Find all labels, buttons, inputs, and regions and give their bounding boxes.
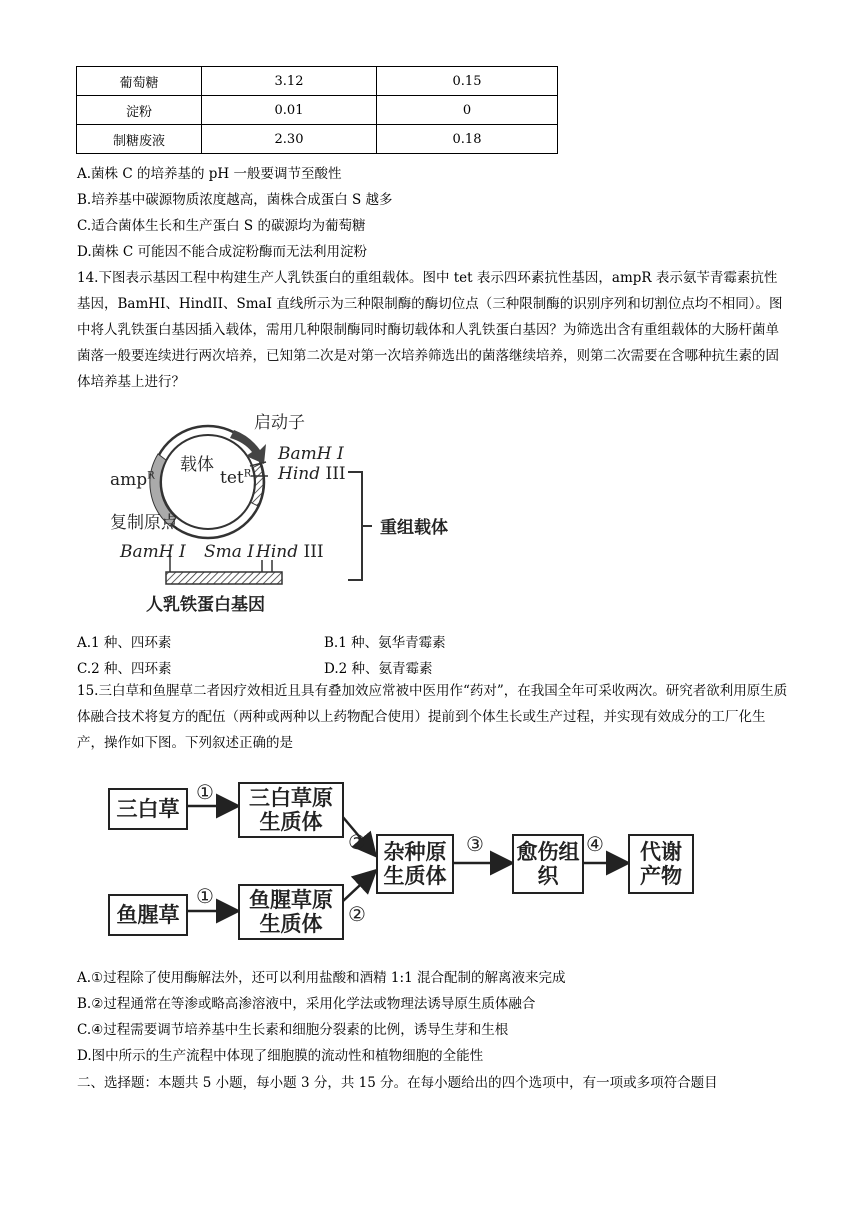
q13-option-b: B.培养基中碳源物质浓度越高，菌株合成蛋白 S 越多 (77, 192, 393, 208)
recombinant-label: 重组载体 (380, 518, 448, 538)
carbon-source-table (76, 66, 558, 154)
amp-text: amp (110, 470, 148, 490)
table-cell: 淀粉 (77, 96, 202, 125)
q15-option-c: C.④过程需要调节培养基中生长素和细胞分裂素的比例，诱导生芽和生根 (77, 1022, 509, 1038)
recombinant-bracket (348, 472, 362, 580)
sanbaicao-protoplast-box: 三白草原生质体 (238, 782, 344, 838)
table-cell: 葡萄糖 (77, 67, 202, 96)
gene-label: 人乳铁蛋白基因 (146, 595, 265, 615)
vector-label: 载体 (180, 455, 214, 475)
step2-top-label: ② (348, 830, 366, 854)
q15-option-b: B.②过程通常在等渗或略高渗溶液中，采用化学法或物理法诱导原生质体融合 (77, 996, 536, 1012)
sma-gene-label (204, 542, 254, 562)
table-row (77, 67, 558, 96)
bamh-top-label: BamH I (278, 444, 344, 464)
table-cell: 0.18 (377, 125, 558, 154)
table-cell: 0 (377, 96, 558, 125)
step4-label: ④ (586, 832, 604, 856)
table-cell: 2.30 (202, 125, 377, 154)
yuxingcao-box: 鱼腥草 (108, 894, 188, 936)
amp-label (110, 470, 155, 490)
table-cell: 0.15 (377, 67, 558, 96)
amp-sup: R (147, 470, 155, 482)
q15-option-d: D.图中所示的生产流程中体现了细胞膜的流动性和植物细胞的全能性 (77, 1048, 484, 1064)
hind-top-roman: III (325, 464, 346, 484)
table-cell: 制糖废液 (77, 125, 202, 154)
hind-top-italic: Hind (278, 464, 321, 484)
gene-bar (166, 572, 282, 584)
bamh-gene-label: BamH I (120, 542, 186, 562)
step3-label: ③ (466, 832, 484, 856)
table-row (77, 125, 558, 154)
q13-option-c: C.适合菌体生长和生产蛋白 S 的碳源均为葡萄糖 (77, 218, 366, 234)
plasmid-diagram (100, 414, 400, 624)
ori-label: 复制原点 (110, 513, 178, 533)
hind-top-label (278, 464, 346, 484)
tet-label (220, 468, 251, 488)
arrow-step2-bottom (342, 872, 374, 902)
q14-stem: 14.下图表示基因工程中构建生产人乳铁蛋白的重组载体。图中 tet 表示四环素抗性基因，ampR 表示氨苄青霉素抗性基因，BamHI、HindII、SmaI 直线所示为三种限制酶的酶切位点（三种限制酶的识别序列和切割位点均不相同）。图中将人乳铁蛋白基因插入载体，需用几种限制酶同时酶切载体和人乳铁蛋白基因？为筛选出含有重组载体的大肠杆菌单菌落一般要连续进行两次培养，已知第二次是对第一次培养筛选出的菌落继续培养，则第二次需要在含哪种抗生素的固体培养基上进行？ (77, 270, 783, 390)
step1-bottom-label: ① (196, 884, 214, 908)
tet-text: tet (220, 468, 244, 488)
section2-heading: 二、选择题：本题共 5 小题，每小题 3 分，共 15 分。在每小题给出的四个选项中，有一项或多项符合题目 (77, 1075, 718, 1091)
table-cell: 3.12 (202, 67, 377, 96)
table-row (77, 96, 558, 125)
callus-box: 愈伤组织 (512, 834, 584, 894)
yuxingcao-protoplast-box: 鱼腥草原生质体 (238, 884, 344, 940)
step2-bottom-label: ② (348, 902, 366, 926)
hind-gene-label (256, 542, 324, 562)
q14-option-c: C.2 种、四环素 (77, 661, 172, 677)
sma-gene-italic: Sma I (204, 542, 255, 562)
q15-stem: 15.三白草和鱼腥草二者因疗效相近且具有叠加效应常被中医用作“药对”，在我国全年可采收两次。研究者欲利用原生质体融合技术将复方的配伍（两种或两种以上药物配合使用）提前到个体生长或生产过程，并实现有效成分的工厂化生产，操作如下图。下列叙述正确的是 (77, 683, 788, 751)
q15-option-a: A.①过程除了使用酶解法外，还可以利用盐酸和酒精 1:1 混合配制的解离液来完成 (77, 970, 566, 986)
hybrid-protoplast-box: 杂种原生质体 (376, 834, 454, 894)
promoter-label: 启动子 (254, 413, 305, 433)
table-cell: 0.01 (202, 96, 377, 125)
step1-top-label: ① (196, 780, 214, 804)
hind-gene-italic: Hind (256, 542, 299, 562)
q13-option-d: D.菌株 C 可能因不能合成淀粉酶而无法利用淀粉 (77, 244, 368, 260)
q13-option-a: A.菌株 C 的培养基的 pH 一般要调节至酸性 (77, 166, 342, 182)
q14-option-a: A.1 种、四环素 (77, 635, 172, 651)
metabolite-box: 代谢产物 (628, 834, 694, 894)
sanbaicao-box: 三白草 (108, 788, 188, 830)
hind-gene-roman: III (303, 542, 324, 562)
q14-option-b: B.1 种、氨华青霉素 (324, 635, 446, 651)
tet-sup: R (243, 468, 252, 480)
q14-option-d: D.2 种、氨青霉素 (324, 661, 433, 677)
protoplast-fusion-flowchart (100, 776, 700, 940)
